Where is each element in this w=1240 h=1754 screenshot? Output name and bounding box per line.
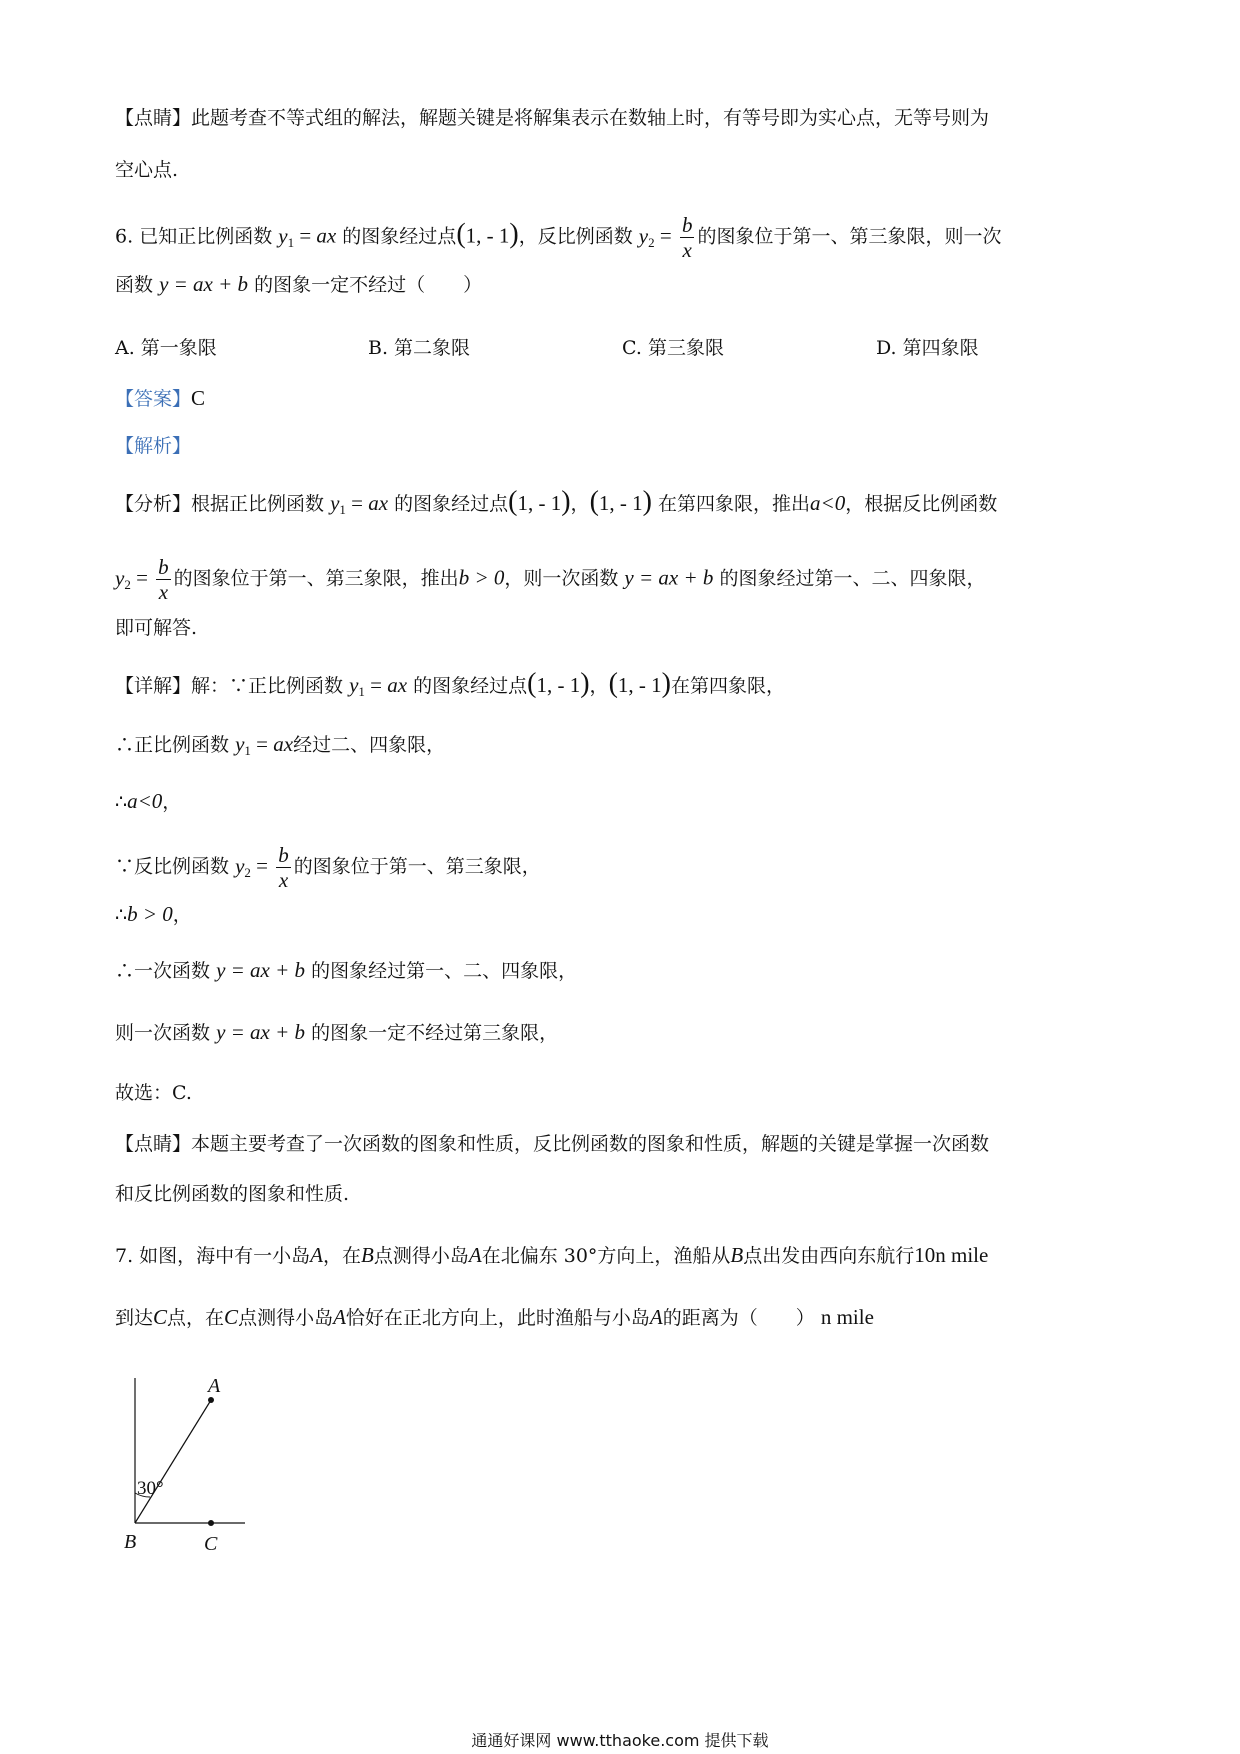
detail-line3 (115, 787, 181, 816)
detail-line1: 【详解】解：∵正比例函数 $y_1$ = ax 的图象经过点(1, - 1)，(1, - 1)在第四象限， (115, 668, 785, 699)
detail-comma: ， (172, 904, 192, 926)
detail-text: 在第四象限， (670, 675, 785, 697)
answer-tag: 【答案】 (115, 388, 192, 410)
q6-eq: = (294, 223, 317, 248)
answer-line (115, 384, 205, 413)
label-a: A (208, 1375, 221, 1397)
line-ba (135, 1400, 211, 1523)
analysis-point: 1, - 1 (517, 491, 562, 515)
q7-text: 恰好在正北方向上，此时渔船与小岛 (345, 1307, 650, 1329)
option-c: C. 第三象限 (622, 337, 724, 359)
q7-text: 点，在 (167, 1307, 225, 1329)
detail-comma: ， (162, 791, 182, 813)
detail-line7 (115, 1018, 558, 1047)
detail-text: 经过二、四象限， (293, 734, 446, 756)
q7-var-c: C (224, 1305, 239, 1329)
detail-eq: = (250, 853, 274, 878)
analysis-text: ，根据反比例函数 (845, 493, 998, 515)
detail-y1: $y_1$ (235, 732, 251, 758)
analysis-y1: $y_1$ (330, 491, 346, 517)
note-line1 (115, 1130, 989, 1158)
detail-eq: = (250, 732, 274, 756)
detail-text: 的图象位于第一、第三象限， (293, 855, 541, 878)
q7-distance: 10n mile (914, 1243, 989, 1267)
analysis-text: ，则一次函数 (504, 567, 619, 590)
detail-y1: $y_1$ (349, 673, 365, 699)
angle-label: 30° (137, 1478, 164, 1499)
q6-text: 函数 (115, 274, 154, 296)
analysis-b-gt0: b > 0 (458, 565, 505, 590)
q7-text: 7. 如图，海中有一小岛 (115, 1245, 311, 1267)
prev-note-text: 此题考查不等式组的解法，解题关键是将解集表示在数轴上时，有等号即为实心点，无等号则为 (191, 107, 990, 129)
footer-text: 通通好课网 www.tthaoke.com 提供下载 (471, 1731, 769, 1750)
detail-point: 1, - 1 (617, 673, 662, 697)
detail-linear: y = ax + b (216, 1020, 306, 1044)
analysis-a-lt0: a<0 (810, 491, 846, 515)
analysis-line1: 【分析】根据正比例函数 $y_1$ = ax 的图象经过点(1, - 1)，(1, - 1) 在第四象限，推出a<0，根据反比例函数 (115, 486, 998, 517)
detail-therefore: ∴ (115, 904, 128, 926)
q6-linear: y = ax + b (159, 272, 249, 296)
option-d: D. 第四象限 (876, 337, 979, 359)
q7-line1 (115, 1241, 988, 1270)
detail-fraction: $\frac{b}{x}$ (278, 843, 289, 892)
analysis-text: 的图象经过点 (394, 493, 509, 515)
detail-line4 (115, 843, 541, 892)
detail-text: 的图象经过第一、二、四象限， (311, 960, 578, 982)
detail-y2: $y_2$ (235, 853, 251, 880)
detail-ax: ax (273, 732, 294, 756)
point-c (208, 1520, 214, 1526)
q6-text: 已知正比例函数 (139, 225, 273, 248)
q7-var-b: B (361, 1243, 374, 1267)
analysis-eq: = (130, 565, 154, 590)
analysis-fraction: $\frac{b}{x}$ (158, 555, 169, 604)
analysis-text: 的图象经过第一、二、四象限， (719, 567, 986, 590)
note-line2: 和反比例函数的图象和性质. (115, 1183, 350, 1205)
option-a: A. 第一象限 (115, 337, 217, 359)
detail-point: 1, - 1 (536, 673, 581, 697)
analysis-ax: ax (368, 491, 389, 515)
q7-unit: n mile (820, 1305, 874, 1329)
label-b: B (124, 1531, 137, 1553)
point-a (208, 1397, 214, 1403)
q7-text: 到达 (115, 1307, 154, 1329)
option-b: B. 第二象限 (368, 337, 471, 359)
detail-therefore: ∴ (115, 791, 128, 813)
q7-text: 点测得小岛 (238, 1307, 334, 1329)
detail-text: ∴正比例函数 (115, 734, 230, 756)
analysis-text: 根据正比例函数 (191, 493, 325, 515)
detail-a-lt0: a<0 (127, 789, 163, 813)
q6-line2 (115, 270, 482, 299)
prev-note-tag: 【点睛】 (115, 107, 192, 129)
detail-line6 (115, 956, 577, 985)
note-tag: 【点睛】 (115, 1133, 192, 1155)
q6-fraction: $\frac{b}{x}$ (681, 213, 693, 262)
detail-text: 解：∵正比例函数 (191, 675, 344, 697)
answer-value: C (191, 386, 206, 410)
q6-text: 的图象位于第一、第三象限，则一次 (697, 225, 1002, 248)
q7-var-a: A (310, 1243, 323, 1267)
q7-var-a: A (649, 1305, 663, 1329)
detail-eq: = (364, 673, 388, 697)
q7-text: 点出发由西向东航行 (743, 1245, 915, 1267)
q7-text: 在北偏东 30°方向上，渔船从 (481, 1245, 731, 1267)
detail-line5 (115, 900, 192, 929)
detail-linear: y = ax + b (216, 958, 306, 982)
detail-ax: ax (387, 673, 408, 697)
q6-line1: 6. 已知正比例函数 $y_1$ = ax 的图象经过点(1, - 1)，反比例函数 $y_2$ = $\frac{b}{x}$ 的图象位于第一、第三象限，则一次 (115, 213, 1002, 262)
detail-text: 则一次函数 (115, 1022, 211, 1044)
q7-var-b: B (730, 1243, 744, 1267)
detail-line8: 故选：C. (115, 1082, 192, 1104)
analysis-point: 1, - 1 (598, 491, 643, 515)
q6-text: ，反比例函数 (518, 225, 633, 248)
q7-text: 的距离为（ ） (662, 1307, 815, 1329)
q7-text: ，在 (323, 1245, 362, 1267)
detail-line2 (115, 730, 445, 765)
label-c: C (204, 1533, 218, 1555)
analysis-line3: 即可解答. (115, 617, 198, 639)
analysis-label: 【分析】 (115, 493, 192, 515)
q6-text: 的图象经过点 (342, 225, 457, 248)
analysis-line2 (115, 555, 985, 604)
analysis-y2: $y_2$ (115, 565, 131, 592)
q6-y2: $y_2$ (638, 223, 655, 250)
analysis-eq: = (345, 491, 369, 515)
detail-text: ∴一次函数 (115, 960, 211, 982)
q7-line2 (115, 1303, 874, 1332)
q7-var-c: C (153, 1305, 168, 1329)
q6-text: 的图象一定不经过（ ） (254, 274, 483, 296)
analysis-text: 的图象位于第一、第三象限，推出 (173, 567, 459, 590)
q6-ax: ax (316, 223, 337, 248)
prev-note-line2: 空心点. (115, 159, 179, 181)
q6-point: 1, - 1 (465, 223, 510, 248)
detail-b-gt0: b > 0 (127, 902, 173, 926)
analysis-linear: y = ax + b (624, 565, 714, 590)
detail-text: 的图象一定不经过第三象限， (311, 1022, 559, 1044)
note-text: 本题主要考查了一次函数的图象和性质，反比例函数的图象和性质，解题的关键是掌握一次函数 (191, 1133, 990, 1155)
prev-note-line1 (115, 104, 989, 132)
detail-text: ∵反比例函数 (115, 855, 230, 878)
q6-number: 6. (115, 225, 134, 248)
q7-text: 点测得小岛 (373, 1245, 469, 1267)
q7-var-a: A (468, 1243, 482, 1267)
q6-eq: = (654, 223, 677, 248)
detail-label: 【详解】 (115, 675, 192, 697)
analysis-text: 在第四象限，推出 (658, 493, 811, 515)
analysis-tag: 【解析】 (115, 435, 192, 457)
q7-figure (120, 1360, 260, 1560)
detail-text: 的图象经过点 (413, 675, 528, 697)
q7-var-a: A (333, 1305, 346, 1329)
q6-y1: $y_1$ (278, 223, 295, 250)
